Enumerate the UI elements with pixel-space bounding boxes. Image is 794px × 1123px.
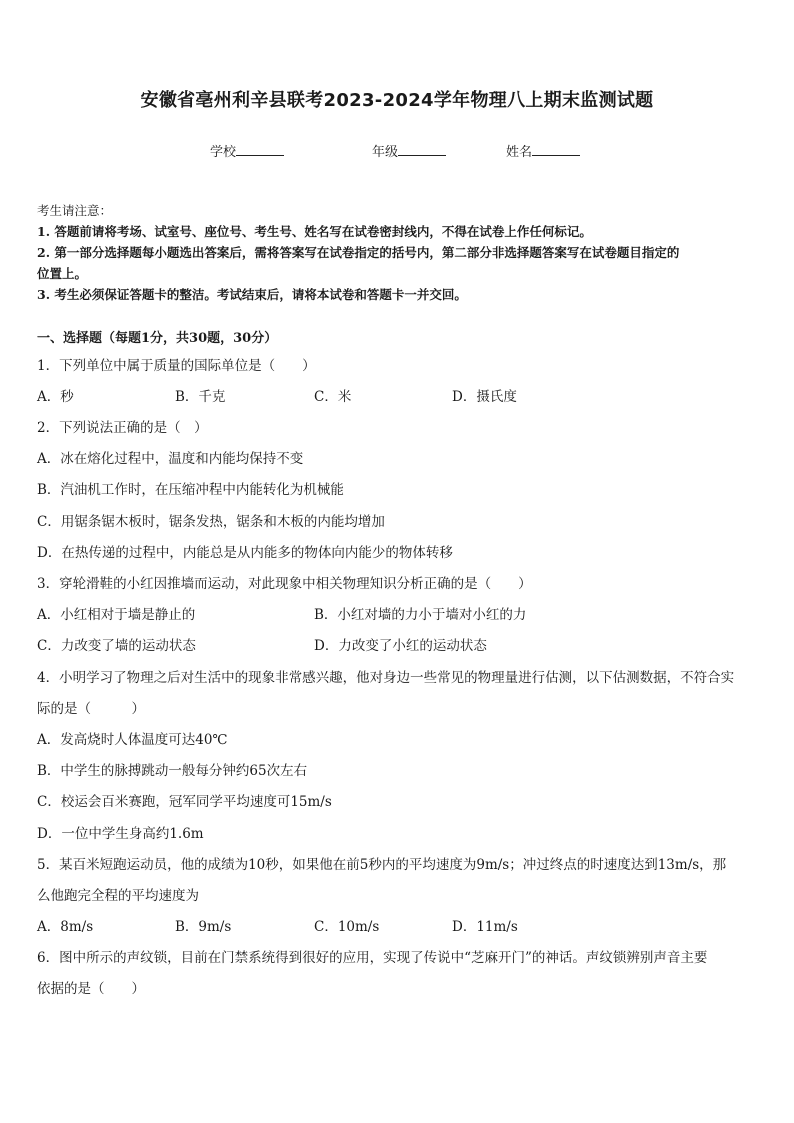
q1-option-a: A．秒 — [37, 389, 74, 405]
question-2-stem: 2．下列说法正确的是（ ） — [37, 420, 208, 436]
q5-option-a: A．8m/s — [37, 919, 94, 935]
question-3-stem: 3．穿轮滑鞋的小红因推墙而运动，对此现象中相关物理知识分析正确的是（ ） — [37, 576, 532, 592]
question-5-stem-line2: 么他跑完全程的平均速度为 — [37, 888, 199, 904]
notice-item-2: 2. 第一部分选择题每小题选出答案后，需将答案写在试卷指定的括号内，第二部分非选择题答案写在试卷题目指定的 — [37, 245, 680, 260]
q2-option-c: C．用锯条锯木板时，锯条发热，锯条和木板的内能均增加 — [37, 514, 385, 530]
q3-option-c: C．力改变了墙的运动状态 — [37, 638, 196, 654]
grade-label: 年级 — [372, 145, 399, 160]
q4-option-a: A．发高烧时人体温度可达40℃ — [37, 732, 228, 748]
question-1-stem: 1．下列单位中属于质量的国际单位是（ ） — [37, 358, 316, 374]
q5-option-d: D．11m/s — [452, 919, 518, 935]
notice-item-2-cont: 位置上。 — [37, 266, 88, 281]
q3-option-b: B．小红对墙的力小于墙对小红的力 — [314, 607, 527, 623]
notice-item-1: 1. 答题前请将考场、试室号、座位号、考生号、姓名写在试卷密封线内，不得在试卷上作任何标记。 — [37, 224, 592, 239]
page-title: 安徽省亳州利辛县联考2023-2024学年物理八上期末监测试题 — [140, 90, 654, 111]
q1-option-b: B．千克 — [175, 389, 226, 405]
school-blank — [236, 143, 284, 156]
q2-option-a: A．冰在熔化过程中，温度和内能均保持不变 — [37, 451, 304, 467]
name-label: 姓名 — [506, 145, 533, 160]
school-label: 学校 — [210, 145, 237, 160]
question-4-stem-line2: 际的是（ ） — [37, 701, 145, 717]
school-field — [210, 141, 284, 160]
q4-option-d: D．一位中学生身高约1.6m — [37, 826, 204, 842]
question-5-stem-line1: 5．某百米短跑运动员，他的成绩为10秒，如果他在前5秒内的平均速度为9m/s；冲过终点的时速度达到13m/s，那 — [37, 857, 727, 873]
question-6-stem-line2: 依据的是（ ） — [37, 981, 145, 997]
q5-option-c: C．10m/s — [314, 919, 380, 935]
grade-blank — [398, 143, 446, 156]
q4-option-c: C．校运会百米赛跑，冠军同学平均速度可15m/s — [37, 794, 332, 810]
q1-option-d: D．摄氏度 — [452, 389, 517, 405]
exam-notice — [37, 200, 759, 305]
notice-heading: 考生请注意： — [37, 203, 113, 218]
grade-field — [372, 141, 446, 160]
q2-option-d: D．在热传递的过程中，内能总是从内能多的物体向内能少的物体转移 — [37, 545, 453, 561]
question-6-stem-line1: 6．图中所示的声纹锁，目前在门禁系统得到很好的应用，实现了传说中“芝麻开门”的神话。声纹锁辨别声音主要 — [37, 950, 708, 966]
notice-item-3: 3. 考生必须保证答题卡的整洁。考试结束后，请将本试卷和答题卡一并交回。 — [37, 287, 467, 302]
q3-option-a: A．小红相对于墙是静止的 — [37, 607, 196, 623]
q4-option-b: B．中学生的脉搏跳动一般每分钟约65次左右 — [37, 763, 308, 779]
name-field — [506, 141, 580, 160]
section-heading: 一、选择题（每题1分，共30题，30分） — [37, 331, 278, 346]
q3-option-d: D．力改变了小红的运动状态 — [314, 638, 487, 654]
q5-option-b: B．9m/s — [175, 919, 232, 935]
q2-option-b: B．汽油机工作时，在压缩冲程中内能转化为机械能 — [37, 482, 344, 498]
name-blank — [532, 143, 580, 156]
question-4-stem-line1: 4．小明学习了物理之后对生活中的现象非常感兴趣，他对身边一些常见的物理量进行估测，以下估测数据，不符合实 — [37, 670, 735, 686]
q1-option-c: C．米 — [314, 389, 352, 405]
